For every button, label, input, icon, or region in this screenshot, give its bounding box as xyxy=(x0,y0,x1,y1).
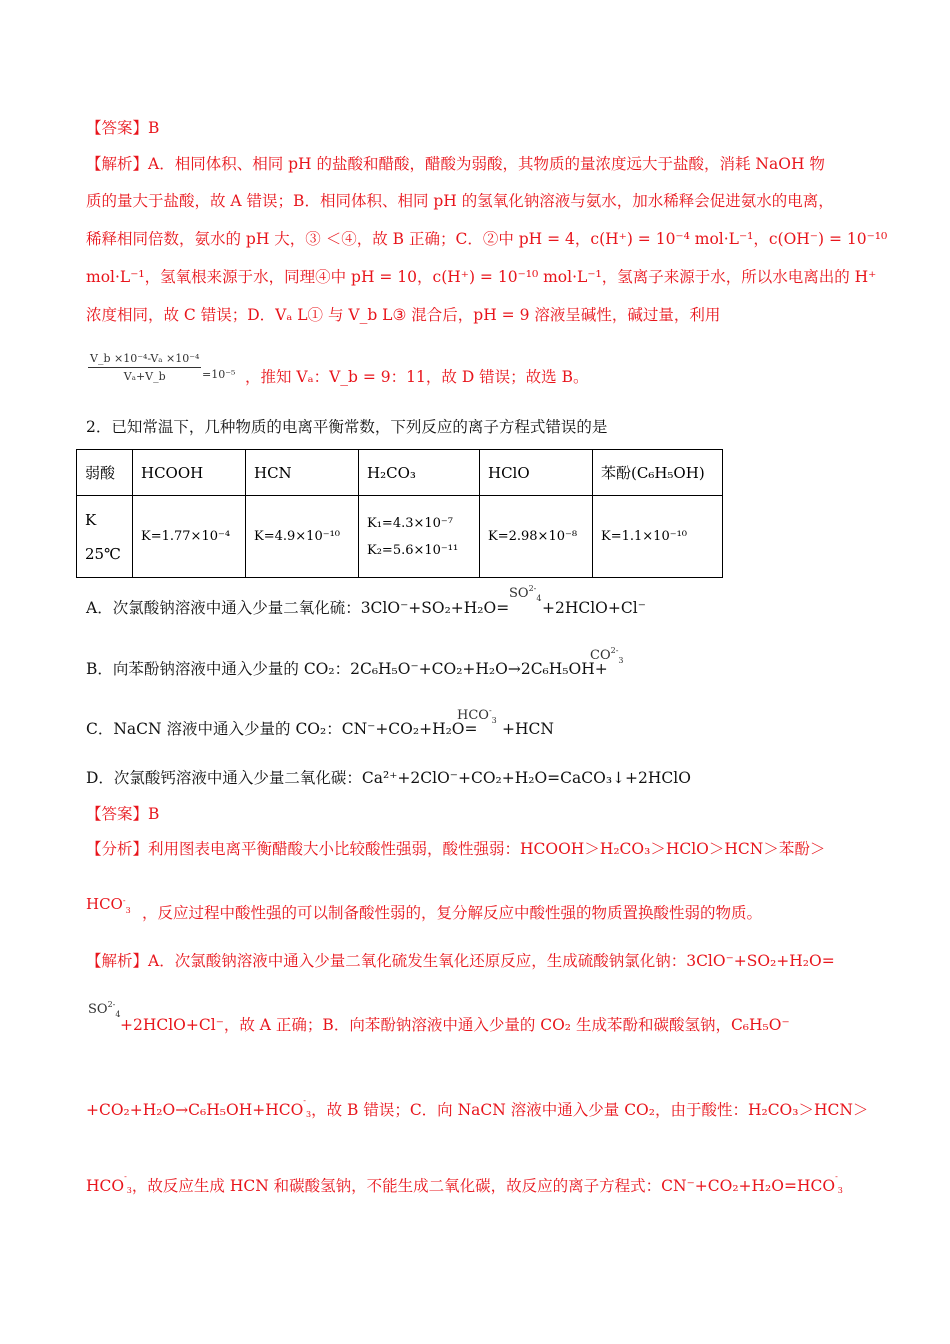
answer-line-2: 【答案】B xyxy=(86,805,160,823)
table-row xyxy=(77,496,723,578)
analysis-line-6: ，推知 Vₐ：V_b = 9：11，故 D 错误；故选 B。 xyxy=(245,368,589,386)
analysis2-line-1: 【解析】A．次氯酸钠溶液中通入少量二氧化硫发生氧化还原反应，生成硫酸钠氯化钠：3ClO⁻+SO₂+H₂O= xyxy=(86,952,835,970)
analysis-line-5: 浓度相同，故 C 错误；D．Vₐ L① 与 V_b L③ 混合后，pH = 9 溶液呈碱性，碱过量，利用 xyxy=(86,306,721,324)
fenxi-line-1: 【分析】利用图表电离平衡醋酸大小比较酸性强弱，酸性强弱：HCOOH＞H₂CO₃＞HClO＞HCN＞苯酚＞ xyxy=(86,840,826,858)
table-cell: H₂CO₃ xyxy=(359,450,480,496)
bicarbonate-ion: $HCO^-_3$ xyxy=(457,706,497,725)
answer-line xyxy=(86,117,890,139)
carbonate-ion: $CO^{2-}_3$ xyxy=(590,646,624,665)
option-b: B．向苯酚钠溶液中通入少量的 CO₂：2C₆H₅O⁻+CO₂+H₂O→2C₆H₅OH+ xyxy=(86,660,608,678)
table-cell-label: K 25℃ xyxy=(77,496,133,578)
table-cell: K=1.1×10⁻¹⁰ xyxy=(593,496,723,578)
analysis-line-3: 稀释相同倍数，氨水的 pH 大，③ ＜④，故 B 正确；C．②中 pH = 4，c(H⁺) = 10⁻⁴ mol·L⁻¹，c(OH⁻) = 10⁻¹⁰ xyxy=(86,230,888,248)
fraction-formula xyxy=(88,352,201,383)
answer-label: 【答案】 xyxy=(86,119,149,137)
table-cell: HClO xyxy=(480,450,593,496)
table-header-row xyxy=(77,450,723,496)
analysis-line-1: 【解析】A．相同体积、相同 pH 的盐酸和醋酸，醋酸为弱酸，其物质的量浓度远大于盐酸，消耗 NaOH 物 xyxy=(86,155,825,173)
fraction-denominator: Vₐ+V_b xyxy=(123,370,166,383)
table-cell: 苯酚(C₆H₅OH) xyxy=(593,450,723,496)
option-d: D．次氯酸钙溶液中通入少量二氧化碳：Ca²⁺+2ClO⁻+CO₂+H₂O=CaCO₃↓+2HClO xyxy=(86,769,691,787)
fenxi-line-2: ，反应过程中酸性强的可以制备酸性弱的，复分解反应中酸性强的物质置换酸性弱的物质。 xyxy=(142,904,763,922)
dissociation-constant-table xyxy=(76,449,723,578)
option-c: C．NaCN 溶液中通入少量的 CO₂：CN⁻+CO₂+H₂O= xyxy=(86,720,478,738)
option-c-tail: +HCN xyxy=(502,720,554,738)
analysis-line-4: mol·L⁻¹，氢氧根来源于水，同理④中 pH = 10，c(H⁺) = 10⁻¹⁰ mol·L⁻¹，氢离子来源于水，所以水电离出的 H⁺ xyxy=(86,268,877,286)
table-cell: 弱酸 xyxy=(77,450,133,496)
analysis2-line-3: +CO₂+H₂O→C₆H₅OH+HCO-3，故 B 错误；C．向 NaCN 溶液中通入少量 CO₂，由于酸性：H₂CO₃＞HCN＞ xyxy=(86,1096,869,1119)
table-cell: HCOOH xyxy=(133,450,246,496)
question-2: 2．已知常温下，几种物质的电离平衡常数，下列反应的离子方程式错误的是 xyxy=(86,418,608,436)
fraction-numerator: V_b ×10⁻⁴-Vₐ ×10⁻⁴ xyxy=(88,352,201,368)
table-cell: K=1.77×10⁻⁴ xyxy=(133,496,246,578)
table-cell: K=2.98×10⁻⁸ xyxy=(480,496,593,578)
sulfate-ion: $SO^{2-}_4$ xyxy=(509,584,542,603)
analysis-line-2: 质的量大于盐酸，故 A 错误；B．相同体积、相同 pH 的氢氧化钠溶液与氨水，加水稀释会促进氨水的电离， xyxy=(86,192,834,210)
fenxi-label: 【分析】 xyxy=(86,840,149,858)
table-cell: K₁=4.3×10⁻⁷ K₂=5.6×10⁻¹¹ xyxy=(359,496,480,578)
table-cell: K=4.9×10⁻¹⁰ xyxy=(246,496,359,578)
option-a: A．次氯酸钠溶液中通入少量二氧化硫：3ClO⁻+SO₂+H₂O= xyxy=(86,599,510,617)
answer-value: B xyxy=(148,119,160,137)
analysis-label: 【解析】 xyxy=(86,155,149,173)
sulfate-ion: $SO^{2-}_4$ xyxy=(88,1000,121,1019)
analysis2-line-4: HCO-3，故反应生成 HCN 和碳酸氢钠，不能生成二氧化碳，故反应的离子方程式：CN⁻+CO₂+H₂O=HCO-3 xyxy=(86,1172,843,1195)
table-cell: HCN xyxy=(246,450,359,496)
fraction-result: =10⁻⁵ xyxy=(202,368,236,381)
option-a-tail: +2HClO+Cl⁻ xyxy=(542,599,646,617)
analysis2-label: 【解析】 xyxy=(86,952,149,970)
bicarbonate-ion: $HCO^-_3$ xyxy=(86,895,131,915)
analysis2-line-2: +2HClO+Cl⁻，故 A 正确；B．向苯酚钠溶液中通入少量的 CO₂ 生成苯酚和碳酸氢钠，C₆H₅O⁻ xyxy=(120,1016,790,1034)
